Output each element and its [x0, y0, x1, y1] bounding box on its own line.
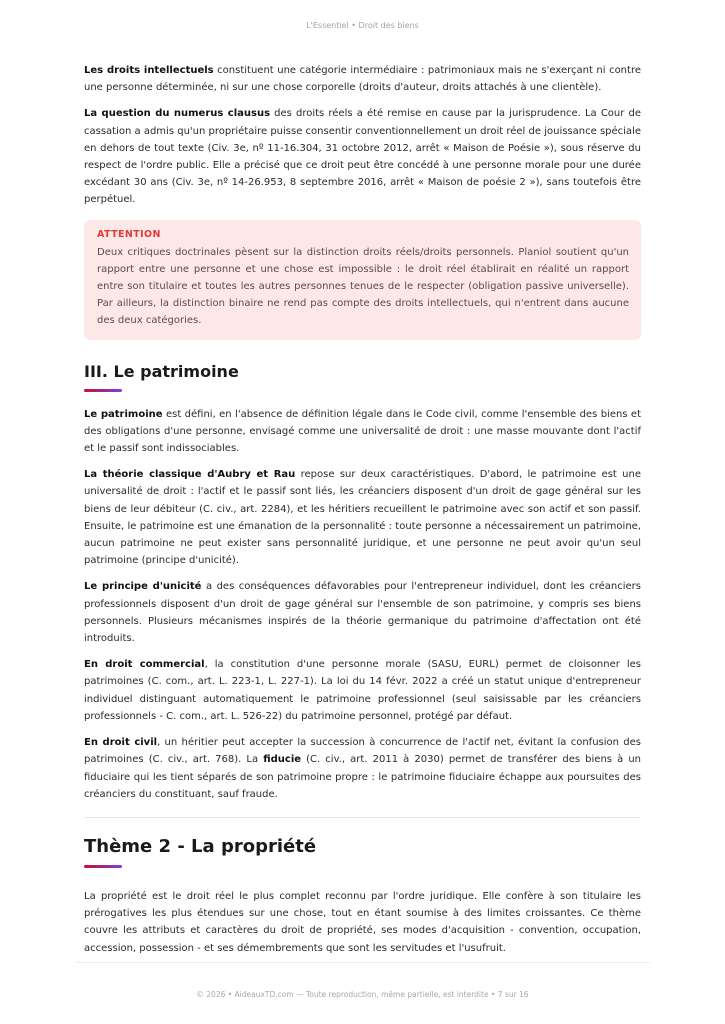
attention-box: [84, 220, 641, 340]
paragraph-droits-intellectuels: [84, 62, 641, 96]
paragraph-aubry-rau: [84, 466, 641, 569]
bold-term: La question du numerus clausus: [84, 108, 271, 120]
paragraph-text: (C. civ., art. 2011 à 2030) permet de transférer des biens à un fiduciaire qui les tient séparés de son patrimoine propre : le patrimoine fiduciaire échappe aux poursuites des créanciers du constituant, sauf fraude.: [84, 754, 641, 800]
heading-underline: [84, 865, 122, 868]
paragraph-text: des droits réels a été remise en cause par la jurisprudence. La Cour de cassation a admis qu'un propriétaire puisse consentir conventionnellement un droit réel de jouissance spéciale en dehors de tout texte (Civ. 3e, nº 11-16.304, 31 octobre 2012, arrêt « Maison de Poésie »), sous réserve du respect de l'ordre public. Elle a précisé que ce droit peut être concédé à une personne morale pour une durée excédant 30 ans (Civ. 3e, nº 14-26.953, 8 septembre 2016, arrêt « Maison de poésie 2 »), sans toutefois être perpétuel.: [84, 108, 641, 206]
paragraph-text: a des conséquences défavorables pour l'entrepreneur individuel, dont les créanciers professionnels disposent d'un droit de gage général sur l'ensemble de son patrimoine, y compris ses biens personnels. Plusieurs mécanismes inspirés de la théorie germanique du patrimoine d'affectation ont été introduits.: [84, 581, 641, 645]
section-heading-patrimoine: III. Le patrimoine: [84, 361, 239, 381]
page-header: L'Essentiel • Droit des biens: [306, 21, 419, 30]
bold-term: En droit civil: [84, 737, 158, 749]
footer-divider: [75, 962, 650, 963]
attention-text: Deux critiques doctrinales pèsent sur la distinction droits réels/droits personnels. Planiol soutient qu'un rapport entre une personne et une chose est impossible : le droit réel établirait en réalité un rapport entre son titulaire et toutes les autres personnes tenues de le respecter (obligation passive universelle). Par ailleurs, la distinction binaire ne rend pas compte des droits intellectuels, qui n'entrent dans aucune des deux catégories.: [97, 246, 629, 327]
page-footer: © 2026 • AideauxTD.com — Toute reproduction, même partielle, est interdite • 7 sur 16: [196, 990, 529, 999]
paragraph-patrimoine: [84, 406, 641, 458]
section-divider: [84, 817, 641, 818]
bold-term: Le principe d'unicité: [84, 581, 202, 593]
bold-term: Les droits intellectuels: [84, 65, 214, 76]
paragraph-text: repose sur deux caractéristiques. D'abord, le patrimoine est une universalité de droit : l'actif et le passif sont liés, les créanciers disposent d'un droit de gage général sur les biens de leur débiteur (C. civ., art. 2284), et les héritiers recueillent le patrimoine avec son actif et son passif. Ensuite, le patrimoine est une émanation de la personnalité : toute personne a nécessairement un patrimoine, aucun patrimoine ne peut exister sans personnalité juridique, et une personne ne peut avoir qu'un seul patrimoine (principe d'unicité).: [84, 469, 641, 567]
page-content: [84, 62, 641, 966]
attention-title: ATTENTION: [97, 228, 161, 240]
paragraph-text: est défini, en l'absence de définition légale dans le Code civil, comme l'ensemble des biens et des obligations d'une personne, envisagé comme une universalité de droit : une masse mouvante dont l'actif et le passif sont indissociables.: [84, 408, 641, 455]
paragraph-text: , un héritier peut accepter la succession à concurrence de l'actif net, évitant la confusion des patrimoines (C. civ., art. 768). La: [84, 737, 641, 766]
paragraph-text: constituent une catégorie intermédiaire : patrimoniaux mais ne s'exerçant ni contre une personne déterminée, ni sur une chose corporelle (droits d'auteur, droits attachés à une clientèle).: [84, 65, 641, 94]
bold-term: En droit commercial: [84, 659, 205, 671]
paragraph-theme-intro: La propriété est le droit réel le plus complet reconnu par l'ordre juridique. Elle confère à son titulaire les prérogatives les plus étendues sur une chose, tout en étant soumise à des limites croissantes. Ce thème couvre les attributs et caractères du droit de propriété, ses modes d'acquisition - convention, occupation, accession, possession - et ses démembrements que sont les servitudes et l'usufruit.: [84, 890, 641, 954]
paragraph-droit-civil: [84, 734, 641, 803]
paragraph-unicite: [84, 578, 641, 647]
heading-underline: [84, 389, 122, 392]
bold-term: La théorie classique d'Aubry et Rau: [84, 469, 296, 481]
paragraph-numerus-clausus: [84, 105, 641, 208]
bold-term: Le patrimoine: [84, 408, 163, 420]
paragraph-text: , la constitution d'une personne morale (SASU, EURL) permet de cloisonner les patrimoines (C. com., art. L. 223-1, L. 227-1). La loi du 14 févr. 2022 a créé un statut unique d'entrepreneur individuel distinguant automatiquement le patrimoine professionnel (seul saisissable par les créanciers professionnels - C. com., art. L. 526-22) du patrimoine personnel, protégé par défaut.: [84, 659, 641, 722]
theme-heading: Thème 2 - La propriété: [84, 835, 317, 857]
paragraph-droit-commercial: [84, 656, 641, 725]
bold-term: fiducie: [263, 754, 302, 766]
